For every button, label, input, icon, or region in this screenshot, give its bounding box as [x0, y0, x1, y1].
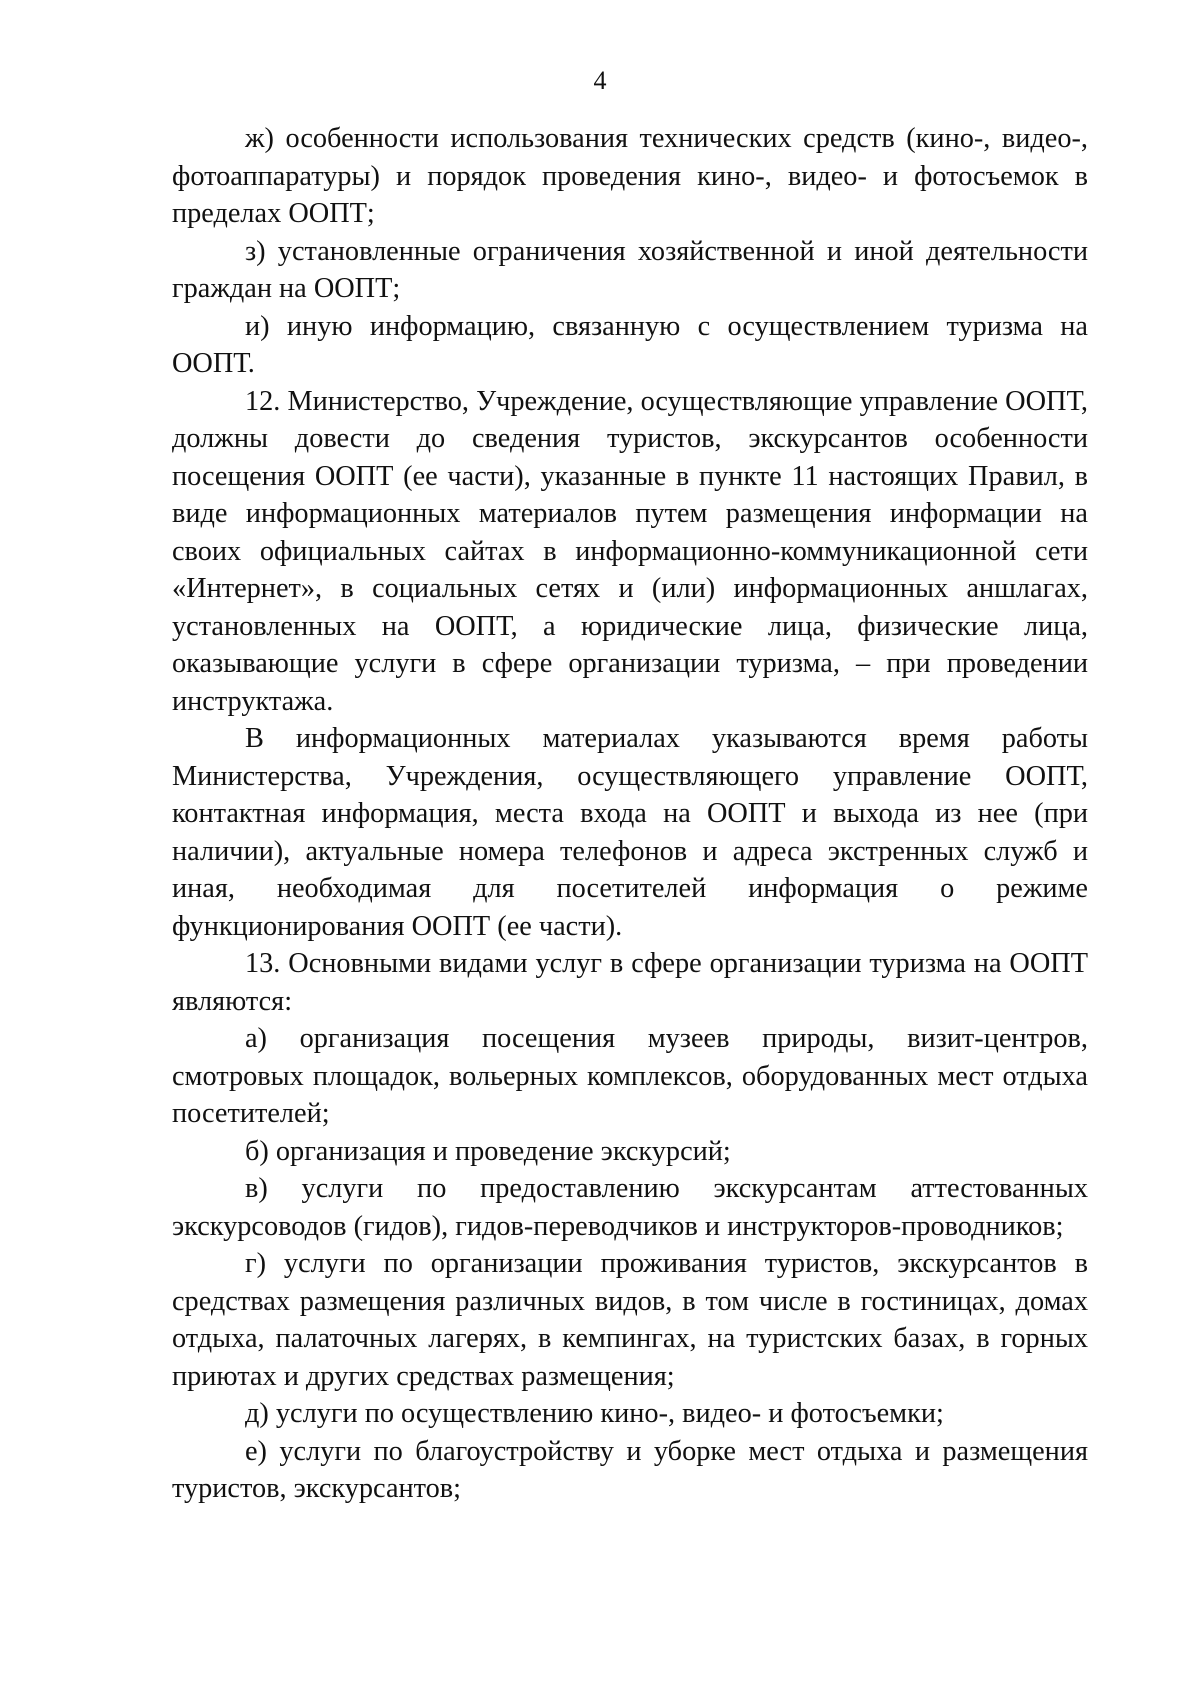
paragraph-item-zh: ж) особенности использования технических средств (кино-, видео-, фотоаппаратуры) и порядок проведения кино-, видео- и фотосъемок в пределах ООПТ; [172, 123, 1088, 229]
paragraph-item-z: з) установленные ограничения хозяйственной и иной деятельности граждан на ООПТ; [172, 235, 1088, 304]
paragraph-item-d: д) услуги по осуществлению кино-, видео- и фотосъемки; [245, 1398, 944, 1429]
page-number: 4 [593, 66, 607, 95]
paragraph-item-v: в) услуги по предоставлению экскурсантам аттестованных экскурсоводов (гидов), гидов-переводчиков и инструкторов-проводников; [172, 1173, 1088, 1242]
paragraph-item-i: и) иную информацию, связанную с осуществлением туризма на ООПТ. [172, 310, 1088, 379]
paragraph-item-e: е) услуги по благоустройству и уборке мест отдыха и размещения туристов, экскурсантов; [172, 1435, 1088, 1504]
paragraph-item-a: а) организация посещения музеев природы, визит-центров, смотровых площадок, вольерных комплексов, оборудованных мест отдыха посетителей; [172, 1023, 1088, 1129]
document-body [172, 120, 1088, 1508]
paragraph-clause-12: 12. Министерство, Учреждение, осуществляющие управление ООПТ, должны довести до сведения туристов, экскурсантов особенности посещения ООПТ (ее части), указанные в пункте 11 настоящих Правил, в виде информационных материалов путем размещения информации на своих официальных сайтах в информационно-коммуникационной сети «Интернет», в социальных сетях и (или) информационных аншлагах, установленных на ООПТ, а юридические лица, физические лица, оказывающие услуги в сфере организации туризма, – при проведении инструктажа. [172, 385, 1088, 717]
paragraph-clause-13: 13. Основными видами услуг в сфере организации туризма на ООПТ являются: [172, 948, 1088, 1017]
paragraph-info-materials: В информационных материалах указываются время работы Министерства, Учреждения, осуществляющего управление ООПТ, контактная информация, места входа на ООПТ и выхода из нее (при наличии), актуальные номера телефонов и адреса экстренных служб и иная, необходимая для посетителей информация о режиме функционирования ООПТ (ее части). [172, 723, 1088, 942]
paragraph-item-b: б) организация и проведение экскурсий; [245, 1135, 731, 1167]
paragraph-item-g: г) услуги по организации проживания туристов, экскурсантов в средствах размещения различных видов, в том числе в гостиницах, домах отдыха, палаточных лагерях, в кемпингах, на туристских базах, в горных приютах и других средствах размещения; [172, 1248, 1088, 1392]
